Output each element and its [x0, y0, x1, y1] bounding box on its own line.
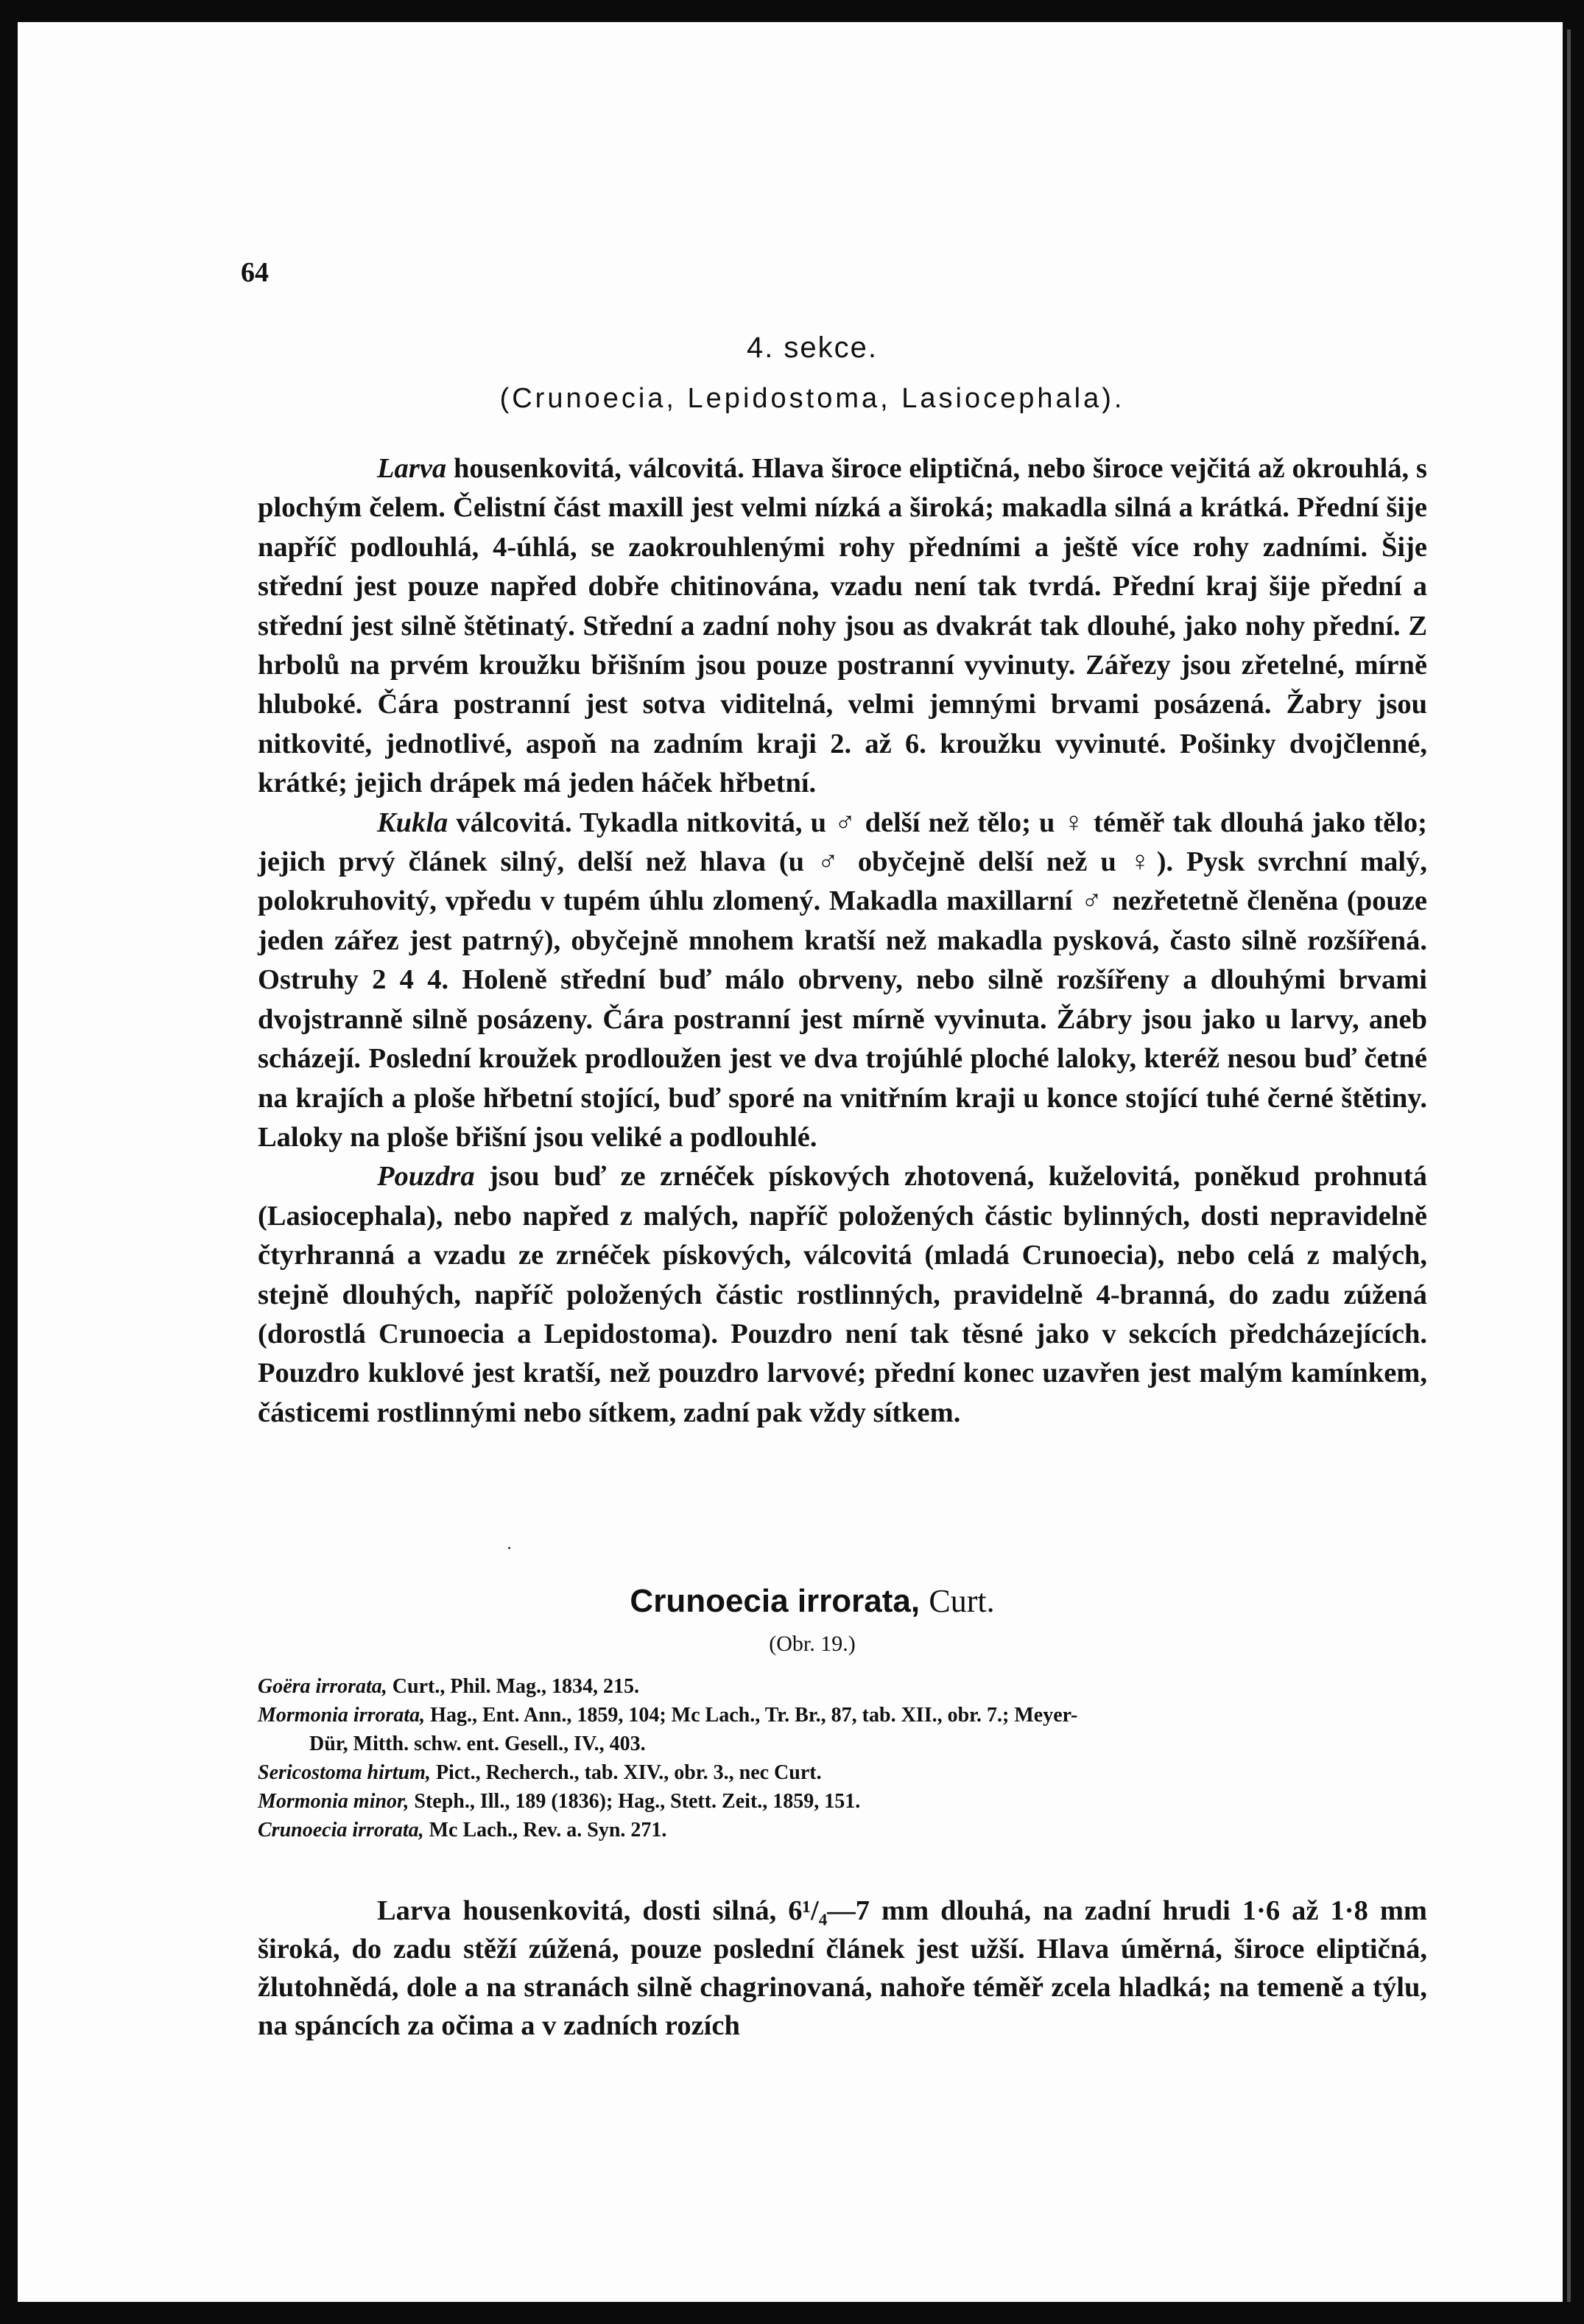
synonym-ref: Curt., Phil. Mag., 1834, 215. — [392, 1675, 640, 1698]
synonym-name: Sericostoma hirtum, — [258, 1761, 431, 1784]
section-genera: (Crunoecia, Lepidostoma, Lasiocephala). — [499, 383, 1125, 414]
pupa-text: válcovitá. Tykadla nitkovitá, u ♂ delší než tělo; u ♀ téměř tak dlouhá jako tělo; jejich prvý článek silný, delší než hlava (u ♂ obyčejně delší než u ♀). Pysk svrchní malý, polokruhovitý, vpředu v tupém úhlu zlomený. Makadla maxillarní ♂ nezřetetně členěna (pouze jeden zářez jest patrný), obyčejně mnohem kratší než makadla pysková, často silně rozšířená. Ostruhy 2 4 4. Holeně střední buď málo obrveny, nebo silně rozšířeny a dlouhými brvami dvojstranně silně posázeny. Čára postranní jest mírně vyvinuta. Žábry jsou jako u larvy, aneb scházejí. Poslední kroužek prodloužen jest ve dva trojúhlé ploché laloky, kteréž nesou buď četné na krajích a ploše hřbetní stojící, buď sporé na vnitřním kraji u konce stojící tuhé černé štětiny. Laloky na ploše břišní jsou veliké a podlouhlé. — [258, 807, 1427, 1153]
page — [18, 22, 1563, 2302]
case-label: Pouzdra — [377, 1161, 475, 1193]
synonym-name: Goëra irrorata, — [258, 1675, 387, 1698]
synonym-name: Mormonia minor, — [258, 1790, 409, 1813]
synonym-name: Crunoecia irrorata, — [258, 1819, 424, 1842]
synonym-ref-continued: Dür, Mitth. schw. ent. Gesell., IV., 403. — [309, 1733, 646, 1755]
page-number: 64 — [241, 257, 269, 288]
larva-description: Larva housenkovitá, dosti silná, 6¹/₄—7 mm dlouhá, na zadní hrudi 1·6 až 1·8 mm široká, do zadu stěží zúžená, pouze poslední článek jest užší. Hlava úměrná, široce eliptičná, žlutohnědá, dole a na stranách silně chagrinovaná, nahoře téměř zcela hladká; na temeně a týlu, na spáncích za očima a v zadních rozích — [258, 1895, 1427, 2041]
figure-reference: (Obr. 19.) — [769, 1632, 856, 1656]
synonym-ref: Pict., Recherch., tab. XIV., obr. 3., nec Curt. — [435, 1761, 822, 1784]
synonym-entry — [258, 1672, 1429, 1701]
species-author: Curt. — [929, 1583, 995, 1619]
case-paragraph — [258, 1157, 1427, 1433]
species-description — [258, 1892, 1427, 2045]
section-description — [258, 449, 1427, 1433]
synonym-name: Mormonia irrorata, — [258, 1704, 426, 1727]
synonym-ref: Hag., Ent. Ann., 1859, 104; Mc Lach., Tr. Br., 87, tab. XII., obr. 7.; Meyer- — [430, 1704, 1078, 1727]
pupa-paragraph — [258, 804, 1427, 1158]
synonym-ref: Steph., Ill., 189 (1836); Hag., Stett. Zeit., 1859, 151. — [414, 1790, 861, 1813]
larva-paragraph — [258, 449, 1427, 804]
synonym-entry — [258, 1816, 1429, 1844]
binding-edge — [1567, 29, 1571, 2302]
case-text: jsou buď ze zrnéček pískových zhotovená, kuželovitá, poněkud prohnutá (Lasiocephala), nebo napřed z malých, napříč položených částic bylinných, dosti nepravidelně čtyrhranná a vzadu ze zrnéček pískových, válcovitá (mladá Crunoecia), nebo celá z malých, stejně dlouhých, napříč položených částic rostlinných, pravidelně 4-branná, do zadu zúžená (dorostlá Crunoecia a Lepidostoma). Pouzdro není tak těsné jako v sekcích předcházejících. Pouzdro kuklové jest kratší, než pouzdro larvové; přední konec uzavřen jest malým kamínkem, částicemi rostlinnými nebo sítkem, zadní pak vždy sítkem. — [258, 1161, 1428, 1428]
pupa-label: Kukla — [377, 807, 448, 838]
larva-label: Larva — [377, 453, 447, 484]
synonym-entry — [258, 1787, 1429, 1816]
section-heading: 4. sekce. — [746, 331, 879, 364]
synonym-entry — [258, 1701, 1429, 1758]
synonym-entry — [258, 1758, 1429, 1787]
species-name: Crunoecia irrorata, — [630, 1583, 921, 1619]
species-heading — [18, 1582, 1563, 1620]
larva-text: housenkovitá, válcovitá. Hlava široce eliptičná, nebo široce vejčitá až okrouhlá, s plochým čelem. Čelistní část maxill jest velmi nízká a široká; makadla silná a krátká. Přední šije napříč podlouhlá, 4-úhlá, se zaokrouhlenými rohy předními a ještě více rohy zadními. Šije střední jest pouze napřed dobře chitinována, vzadu není tak tvrdá. Přední kraj šije přední a střední jest silně štětinatý. Střední a zadní nohy jsou as dvakrát tak dlouhé, jako nohy přední. Z hrbolů na prvém kroužku břišním jsou pouze postranní vyvinuty. Zářezy jsou zřetelné, mírně hluboké. Čára postranní jest sotva viditelná, velmi jemnými brvami posázená. Žabry jsou nitkovité, jednotlivé, aspoň na zadním kraji 2. až 6. kroužku vyvinuté. Pošinky dvojčlenné, krátké; jejich drápek má jeden háček hřbetní. — [258, 453, 1427, 799]
synonym-list — [258, 1672, 1429, 1844]
print-speck — [508, 1547, 510, 1549]
synonym-ref: Mc Lach., Rev. a. Syn. 271. — [429, 1819, 667, 1842]
